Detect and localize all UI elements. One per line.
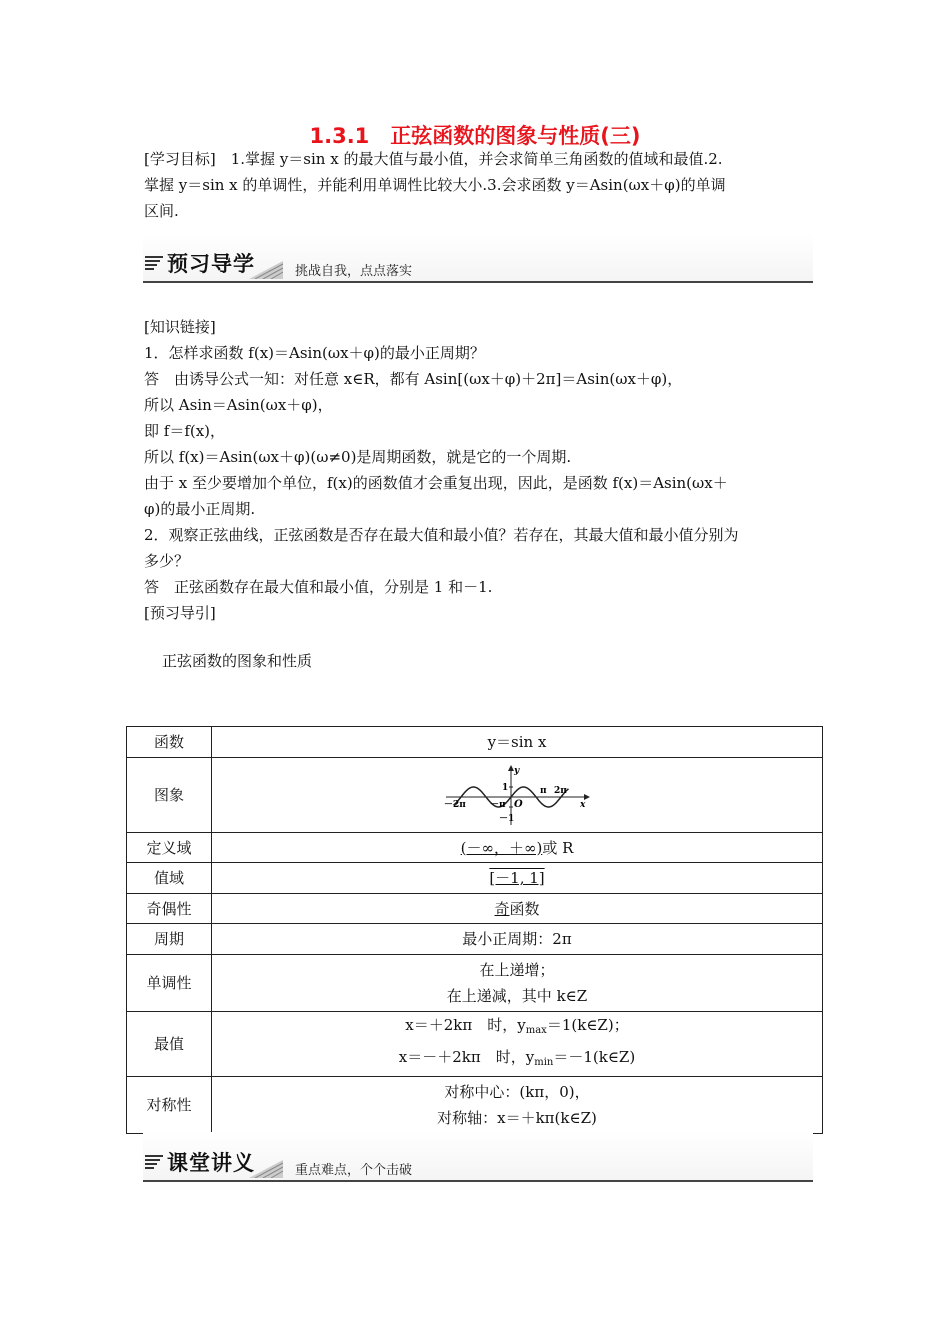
y-axis-label: y <box>514 766 520 776</box>
sine-properties-table <box>126 726 823 1134</box>
row-header: 值域 <box>127 863 212 894</box>
body-line: 所以 f(x)＝Asin(ωx＋φ)(ω≠0)是周期函数，就是它的一个周期. <box>144 448 572 466</box>
body-line: 答 由诱导公式一知：对任意 x∈R，都有 Asin[(ωx＋φ)＋2π]＝Asin(ωx＋φ)， <box>144 370 683 388</box>
row-header: 定义域 <box>127 833 212 863</box>
parity-value-suffix: 函数 <box>509 899 540 918</box>
monotonic-cell <box>212 955 823 1012</box>
tick-label: π <box>540 786 547 796</box>
preview-body <box>144 314 814 674</box>
extreme-cell <box>212 1012 823 1077</box>
banner-title: 预习导学 <box>167 252 255 276</box>
tick-label: －2π <box>444 800 466 810</box>
table-row <box>127 1012 823 1077</box>
table-row <box>127 727 823 758</box>
goals-line-2: 掌握 y＝sin x 的单调性，并能利用单调性比较大小.3.会求函数 y＝Asin(ωx＋φ)的单调 <box>144 176 726 194</box>
extreme-line: x＝－＋2kπ 时，$y_{min}=-1(k\in Z)$ <box>398 1048 636 1068</box>
page-title: 1.3.1 正弦函数的图象与性质(三) <box>309 124 641 148</box>
tick-label: 2π <box>554 786 567 796</box>
range-value: [－1, 1] <box>489 869 545 887</box>
domain-value: (－∞，＋∞) <box>460 838 543 857</box>
body-line: 多少？ <box>144 552 190 570</box>
row-header: 图象 <box>127 758 212 833</box>
domain-cell <box>212 833 823 863</box>
body-line: [知识链接] <box>144 318 216 336</box>
monotonic-line: 在上递增； <box>479 961 555 979</box>
body-line: 即 f＝f(x)， <box>144 422 226 440</box>
row-header: 最值 <box>127 1012 212 1077</box>
period-cell: 最小正周期：2π <box>212 924 823 955</box>
symmetry-cell <box>212 1077 823 1134</box>
tick-label: 1 <box>502 783 509 793</box>
banner-subtitle: 重点难点，个个击破 <box>295 1163 413 1178</box>
x-axis-label: x <box>580 800 586 810</box>
origin-label: O <box>514 799 523 810</box>
tick-label: －π <box>490 800 506 810</box>
learning-goals <box>144 146 814 224</box>
range-cell <box>212 863 823 894</box>
goals-line-1: 1.掌握 y＝sin x 的最大值与最小值，并会求简单三角函数的值域和最值.2. <box>230 150 723 168</box>
table-row <box>127 758 823 833</box>
symmetry-line: 对称轴：x＝＋kπ(k∈Z) <box>437 1109 597 1127</box>
stripes-icon <box>145 1155 163 1171</box>
banner-title: 课堂讲义 <box>167 1151 255 1175</box>
table-caption: 正弦函数的图象和性质 <box>162 652 313 670</box>
graph-cell <box>212 758 823 833</box>
body-line: 1．怎样求函数 f(x)＝Asin(ωx＋φ)的最小正周期？ <box>144 344 485 362</box>
section-banner-lecture <box>143 1132 813 1182</box>
row-header: 函数 <box>127 727 212 758</box>
domain-value-alt: 或 R <box>542 838 574 857</box>
goals-line-3: 区间. <box>144 202 179 220</box>
function-cell: y＝sin x <box>212 727 823 758</box>
goals-label: [学习目标] <box>144 150 216 168</box>
table-row <box>127 924 823 955</box>
table-row <box>127 833 823 863</box>
row-header: 单调性 <box>127 955 212 1012</box>
body-line: [预习导引] <box>144 604 216 622</box>
row-header: 对称性 <box>127 1077 212 1134</box>
table-row <box>127 955 823 1012</box>
table-row <box>127 863 823 894</box>
symmetry-line: 对称中心：(kπ，0)， <box>444 1083 590 1101</box>
body-line: 所以 Asin＝Asin(ωx＋φ)， <box>144 396 333 414</box>
body-line: 由于 x 至少要增加个单位，f(x)的函数值才会重复出现，因此，是函数 f(x)＝Asin(ωx＋ <box>144 474 728 492</box>
parity-value: 奇 <box>494 899 510 918</box>
monotonic-line: 在上递减，其中 k∈Z <box>446 987 588 1005</box>
banner-subtitle: 挑战自我，点点落实 <box>295 264 413 279</box>
ramp-icon <box>249 1160 283 1178</box>
row-header: 周期 <box>127 924 212 955</box>
row-header: 奇偶性 <box>127 894 212 924</box>
stripes-icon <box>145 256 163 272</box>
parity-cell <box>212 894 823 924</box>
sine-graph <box>442 763 592 827</box>
body-line: 2．观察正弦曲线，正弦函数是否存在最大值和最小值？若存在，其最大值和最小值分别为 <box>144 526 739 544</box>
extreme-line: x＝＋2kπ 时，$y_{max}=1(k\in Z)$； <box>405 1016 629 1036</box>
table-row <box>127 1077 823 1134</box>
body-line: φ)的最小正周期. <box>144 500 256 518</box>
body-line: 答 正弦函数存在最大值和最小值，分别是 1 和－1. <box>144 578 493 596</box>
ramp-icon <box>249 261 283 279</box>
section-banner-preview <box>143 233 813 283</box>
tick-label: －1 <box>499 814 515 824</box>
table-row <box>127 894 823 924</box>
